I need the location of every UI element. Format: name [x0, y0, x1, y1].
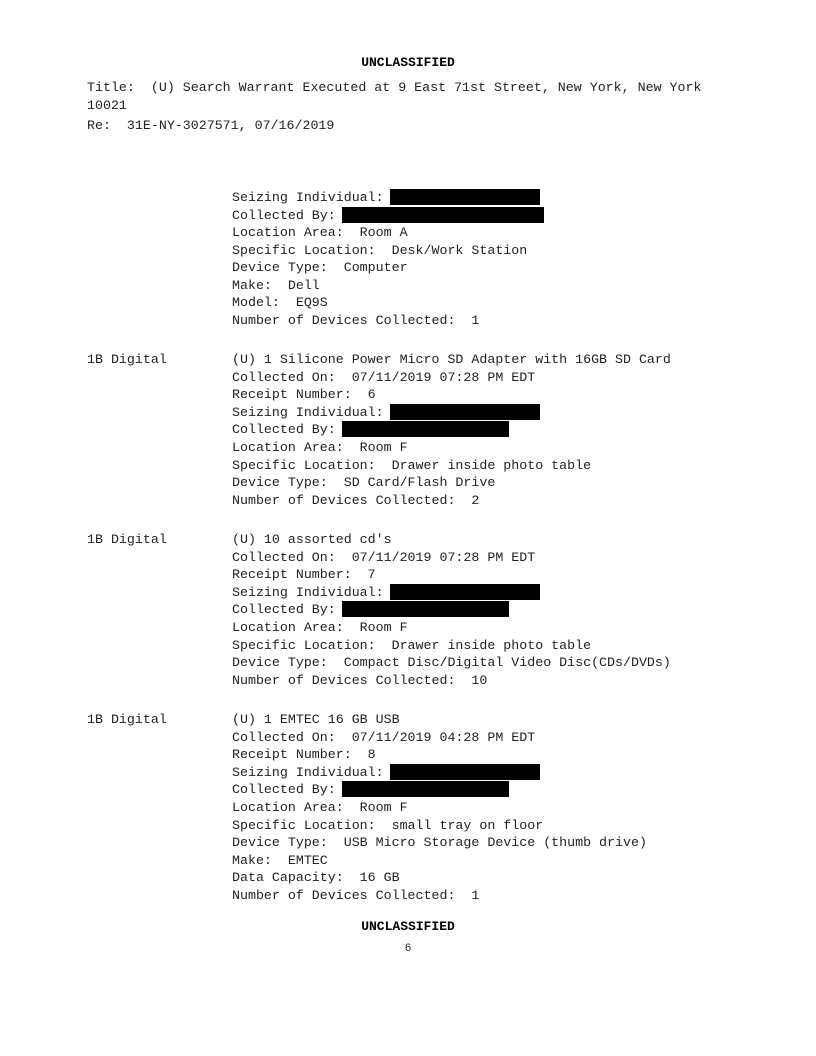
- collected-by-line: Collected By:: [232, 421, 509, 439]
- device-count-line: Number of Devices Collected: 10: [232, 673, 488, 688]
- specific-location-line: Specific Location: small tray on floor: [232, 818, 544, 833]
- redaction-box: [342, 207, 544, 223]
- collected-by-line: Collected By:: [232, 601, 509, 619]
- device-type-line: Device Type: Computer: [232, 260, 408, 275]
- make-line: Make: EMTEC: [232, 853, 328, 868]
- page-number: 6: [404, 943, 412, 955]
- device-type-line: Device Type: USB Micro Storage Device (thumb drive): [232, 835, 647, 850]
- receipt-number-line: Receipt Number: 7: [232, 567, 376, 582]
- collected-by-line: Collected By:: [232, 207, 544, 225]
- location-area-line: Location Area: Room F: [232, 440, 408, 455]
- seizing-individual-line: Seizing Individual:: [232, 764, 540, 782]
- collected-by-line: Collected By:: [232, 781, 509, 799]
- device-count-line: Number of Devices Collected: 1: [232, 313, 480, 328]
- data-capacity-line: Data Capacity: 16 GB: [232, 870, 400, 885]
- device-count-line: Number of Devices Collected: 2: [232, 493, 480, 508]
- specific-location-line: Specific Location: Drawer inside photo table: [232, 458, 592, 473]
- location-area-line: Location Area: Room F: [232, 800, 408, 815]
- seizing-individual-line: Seizing Individual:: [232, 584, 540, 602]
- make-line: Make: Dell: [232, 278, 320, 293]
- reference-line: [87, 117, 747, 135]
- classification-footer: UNCLASSIFIED: [361, 919, 455, 934]
- location-area-line: Location Area: Room A: [232, 225, 408, 240]
- item-description: (U) 1 Silicone Power Micro SD Adapter with 16GB SD Card: [232, 352, 671, 367]
- redaction-box: [390, 404, 540, 420]
- specific-location-line: Specific Location: Drawer inside photo table: [232, 638, 592, 653]
- receipt-number-line: Receipt Number: 6: [232, 387, 376, 402]
- redaction-box: [390, 764, 540, 780]
- item-description: (U) 1 EMTEC 16 GB USB: [232, 712, 400, 727]
- collected-on-line: Collected On: 07/11/2019 07:28 PM EDT: [232, 550, 536, 565]
- item-label: 1B Digital: [87, 352, 167, 367]
- item-description: (U) 10 assorted cd's: [232, 532, 392, 547]
- specific-location-line: Specific Location: Desk/Work Station: [232, 243, 528, 258]
- location-area-line: Location Area: Room F: [232, 620, 408, 635]
- redaction-box: [390, 189, 540, 205]
- redaction-box: [342, 421, 509, 437]
- model-line: Model: EQ9S: [232, 295, 328, 310]
- receipt-number-line: Receipt Number: 8: [232, 747, 376, 762]
- re-label: Re:: [87, 118, 111, 133]
- title-text: (U) Search Warrant Executed at 9 East 71st Street, New York, New York 10021: [87, 80, 702, 113]
- re-text: 31E-NY-3027571, 07/16/2019: [126, 118, 335, 133]
- item-label: 1B Digital: [87, 532, 167, 547]
- seizing-individual-line: Seizing Individual:: [232, 404, 540, 422]
- device-count-line: Number of Devices Collected: 1: [232, 888, 480, 903]
- redaction-box: [390, 584, 540, 600]
- title-label: Title:: [87, 80, 135, 95]
- collected-on-line: Collected On: 07/11/2019 07:28 PM EDT: [232, 370, 536, 385]
- collected-on-line: Collected On: 07/11/2019 04:28 PM EDT: [232, 730, 536, 745]
- device-type-line: Device Type: Compact Disc/Digital Video Disc(CDs/DVDs): [232, 655, 671, 670]
- classification-header: UNCLASSIFIED: [361, 55, 455, 70]
- device-type-line: Device Type: SD Card/Flash Drive: [232, 475, 496, 490]
- redaction-box: [342, 601, 509, 617]
- seizing-individual-line: Seizing Individual:: [232, 189, 540, 207]
- item-label: 1B Digital: [87, 712, 167, 727]
- redaction-box: [342, 781, 509, 797]
- document-title: [87, 79, 747, 114]
